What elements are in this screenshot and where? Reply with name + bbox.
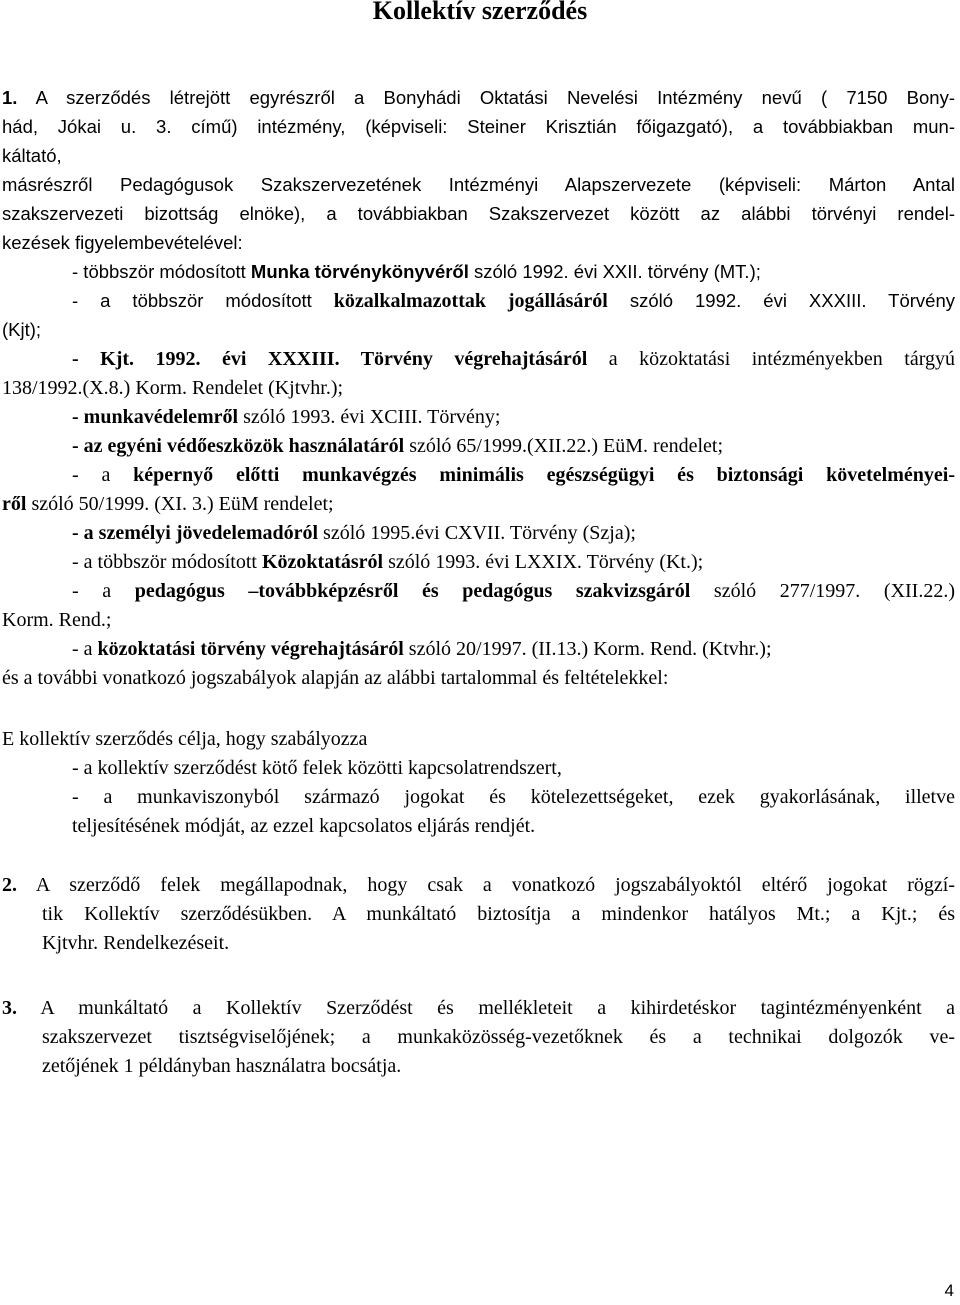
intro-line-6: kezések figyelembevételével:	[2, 232, 243, 253]
law-item: - munkavédelemről szóló 1993. évi XCIII. Törvény;	[72, 406, 501, 428]
law-item: - a többször módosított közalkalmazottak jogállásáról szóló 1992. évi XXXIII. Törvény	[72, 290, 955, 312]
purpose-item-continuation: teljesítésének módját, az ezzel kapcsolatos eljárás rendjét.	[72, 815, 536, 837]
law-item: - Kjt. 1992. évi XXXIII. Törvény végrehajtásáról a közoktatási intézményekben tárgyú	[72, 348, 955, 370]
intro-item-number: 1.	[2, 87, 18, 108]
law-item: - a többször módosított Közoktatásról szóló 1993. évi LXXIX. Törvény (Kt.);	[72, 551, 704, 573]
purpose-item: - a munkaviszonyból származó jogokat és kötelezettségeket, ezek gyakorlásának, illetve	[72, 786, 955, 808]
law-item: - a pedagógus –továbbképzésről és pedagógus szakvizsgáról szóló 277/1997. (XII.22.)	[72, 580, 955, 602]
law-item: - a személyi jövedelemadóról szóló 1995.évi CXVII. Törvény (Szja);	[72, 522, 636, 544]
intro-line-3: káltató,	[2, 145, 62, 166]
section-3-line-1: 3. A munkáltató a Kollektív Szerződést és mellékleteit a kihirdetéskor tagintézményenként a	[2, 997, 955, 1019]
intro-line-text: A szerződés létrejött egyrészről a Bonyhádi Oktatási Nevelési Intézmény nevű ( 7150 Bony-	[17, 87, 955, 108]
page-number: 4	[944, 1281, 954, 1300]
section-3-line-3: zetőjének 1 példányban használatra bocsátja.	[42, 1055, 402, 1077]
law-item-continuation: 138/1992.(X.8.) Korm. Rendelet (Kjtvhr.);	[2, 377, 344, 399]
law-item: - az egyéni védőeszközök használatáról szóló 65/1999.(XII.22.) EüM. rendelet;	[72, 435, 724, 457]
purpose-item: - a kollektív szerződést kötő felek közötti kapcsolatrendszert,	[72, 757, 562, 779]
law-item-continuation: Korm. Rend.;	[2, 609, 112, 631]
section-3-number: 3.	[2, 997, 17, 1019]
intro-line-5: szakszervezeti bizottság elnöke), a továbbiakban Szakszervezet között az alábbi törvényi rendel-	[2, 203, 955, 224]
law-item-continuation: (Kjt);	[2, 319, 42, 340]
law-item-continuation: ről szóló 50/1999. (XI. 3.) EüM rendelet;	[2, 493, 334, 515]
document-title: Kollektív szerződés	[372, 0, 588, 25]
law-item: - többször módosított Munka törvénykönyvéről szóló 1992. évi XXII. törvény (MT.);	[72, 261, 761, 282]
law-item: - a képernyő előtti munkavégzés minimális egészségügyi és biztonsági követelményei-	[72, 464, 955, 486]
law-item: - a közoktatási törvény végrehajtásáról szóló 20/1997. (II.13.) Korm. Rend. (Ktvhr.);	[72, 638, 772, 660]
purpose-intro: E kollektív szerződés célja, hogy szabályozza	[2, 728, 368, 750]
intro-line-1	[2, 85, 955, 111]
section-2-line-1: 2. A szerződő felek megállapodnak, hogy csak a vonatkozó jogszabályoktól eltérő jogokat rögzí-	[2, 874, 955, 896]
section-2-line-3: Kjtvhr. Rendelkezéseit.	[42, 932, 230, 954]
section-3-line-2: szakszervezet tisztségviselőjének; a munkaközösség-vezetőknek és a technikai dolgozók ve-	[42, 1026, 955, 1048]
section-2-number: 2.	[2, 874, 17, 896]
intro-line-4: másrészről Pedagógusok Szakszervezetének Intézményi Alapszervezete (képviseli: Márton Antal	[2, 174, 955, 195]
law-closing: és a további vonatkozó jogszabályok alapján az alábbi tartalommal és feltételekkel:	[2, 667, 669, 689]
section-2-line-2: tik Kollektív szerződésükben. A munkáltató biztosítja a mindenkor hatályos Mt.; a Kjt.; és	[42, 903, 955, 925]
intro-line-2: hád, Jókai u. 3. című) intézmény, (képviseli: Steiner Krisztián főigazgató), a továbbiakban mun-	[2, 116, 955, 137]
